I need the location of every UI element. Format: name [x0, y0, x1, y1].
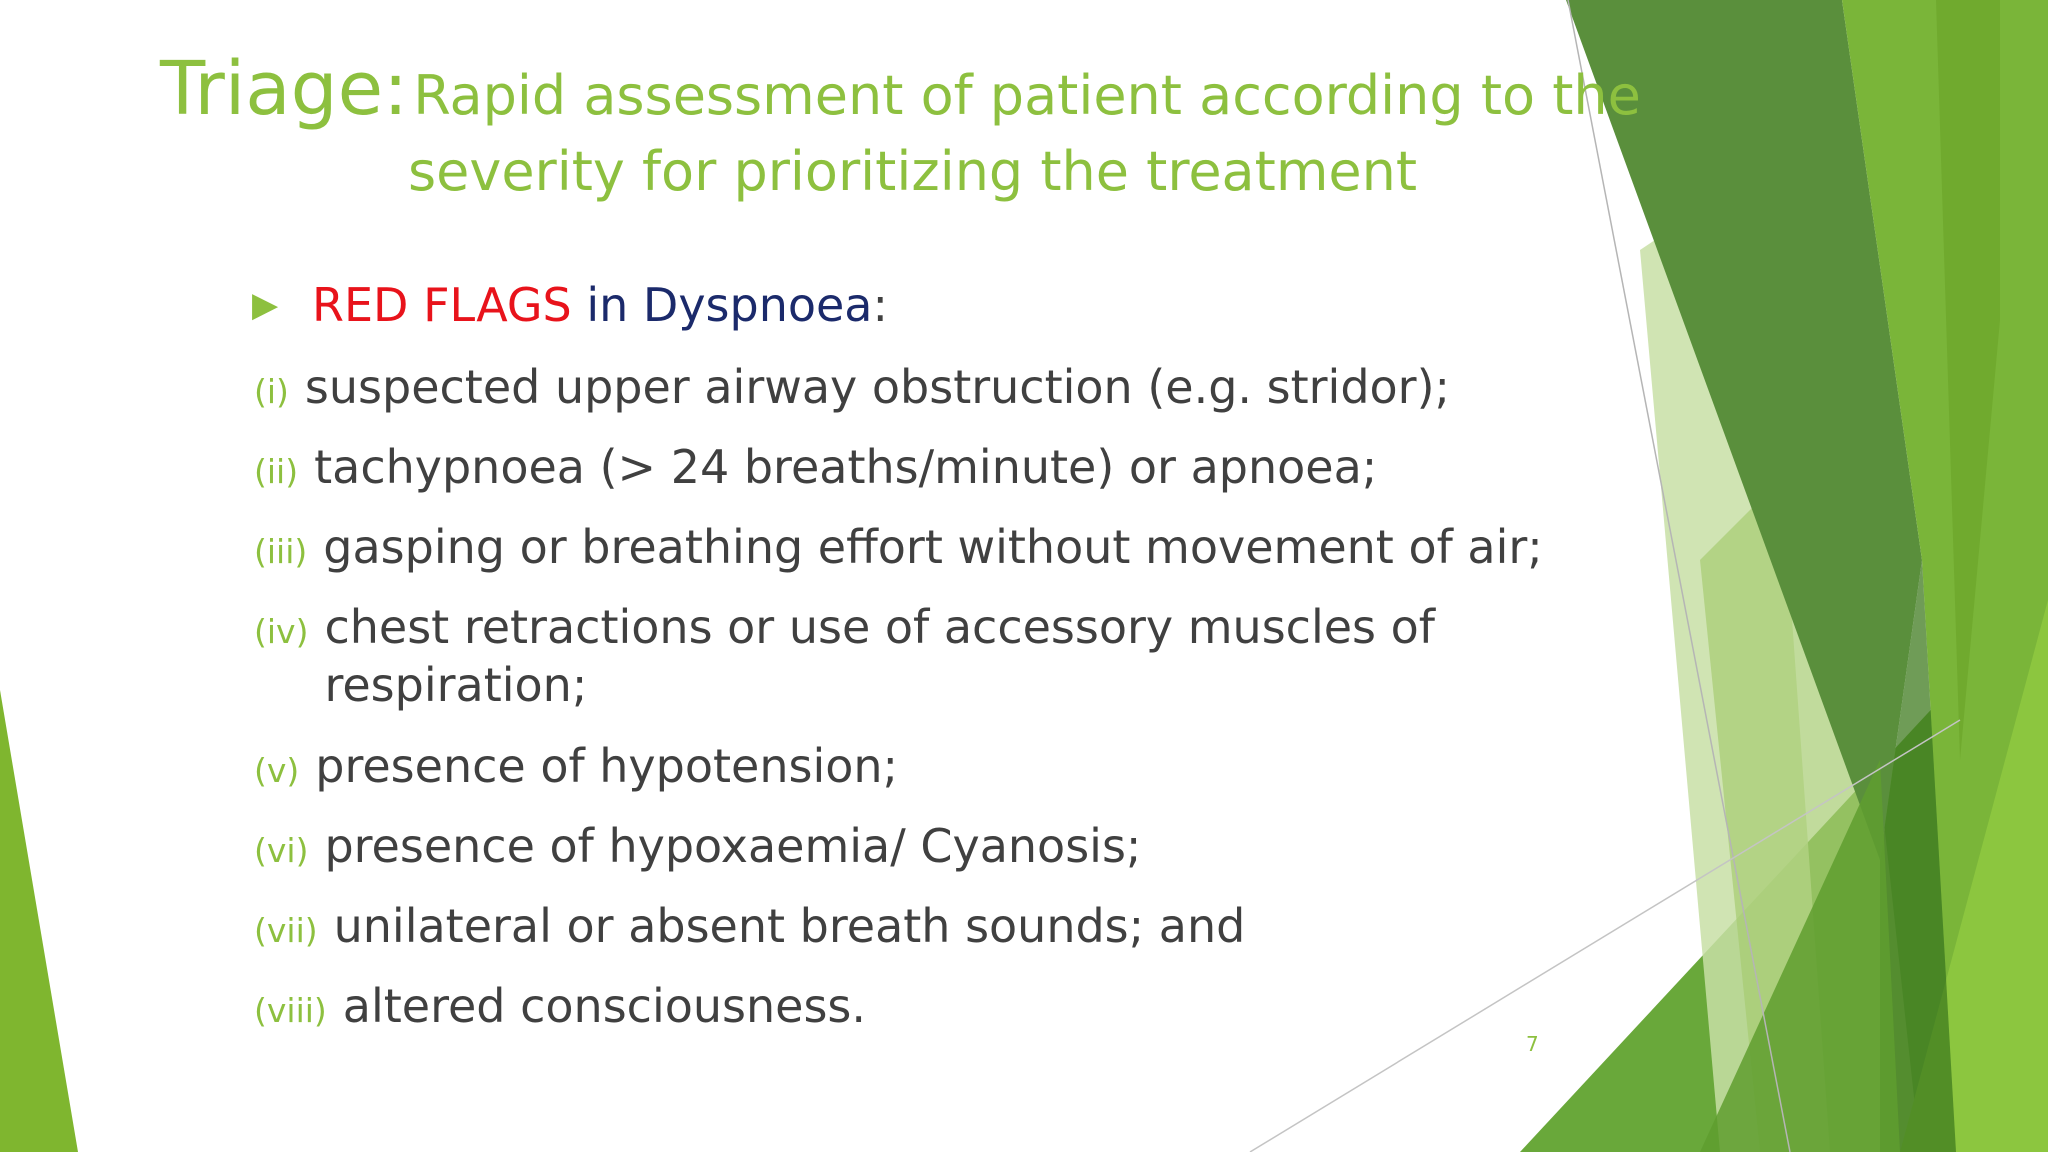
list-item — [254, 737, 898, 795]
list-item — [254, 598, 1435, 714]
item-text-line-2: respiration; — [324, 658, 588, 712]
item-number: (viii) — [254, 991, 327, 1030]
item-number: (vi) — [254, 831, 309, 870]
red-flags-label: RED FLAGS — [312, 278, 572, 332]
list-item — [254, 438, 1377, 496]
title-subtitle-line-1: Rapid assessment of patient according to the — [413, 64, 1641, 127]
item-number: (iii) — [254, 532, 308, 571]
heading-colon: : — [872, 278, 888, 332]
list-item — [254, 977, 866, 1035]
list-item — [254, 518, 1543, 576]
item-text: suspected upper airway obstruction (e.g. stridor); — [304, 360, 1451, 414]
title-line-1 — [160, 46, 1641, 132]
title-main: Triage: — [160, 46, 409, 132]
item-number: (i) — [254, 372, 289, 411]
list-item — [254, 358, 1450, 416]
list-item — [254, 897, 1245, 955]
red-flags-heading — [252, 278, 888, 332]
list-item — [254, 817, 1141, 875]
triangle-right-icon: ▶ — [252, 284, 279, 325]
item-number: (vii) — [254, 911, 318, 950]
item-text: presence of hypotension; — [315, 739, 899, 793]
title-subtitle-line-2: severity for prioritizing the treatment — [408, 140, 1418, 203]
dyspnoea-label: in Dyspnoea — [586, 278, 873, 332]
item-text — [324, 598, 1435, 714]
item-text: tachypnoea (> 24 breaths/minute) or apnoea; — [314, 440, 1378, 494]
item-text: altered consciousness. — [342, 979, 867, 1033]
item-number: (ii) — [254, 452, 299, 491]
item-text: presence of hypoxaemia/ Cyanosis; — [324, 819, 1142, 873]
item-text: gasping or breathing effort without movement of air; — [323, 520, 1543, 574]
page-number: 7 — [1526, 1032, 1539, 1056]
item-number: (v) — [254, 751, 300, 790]
item-text-line-1: chest retractions or use of accessory muscles of — [324, 600, 1435, 654]
item-number: (iv) — [254, 612, 309, 651]
item-text: unilateral or absent breath sounds; and — [333, 899, 1246, 953]
slide-title — [160, 46, 1641, 203]
